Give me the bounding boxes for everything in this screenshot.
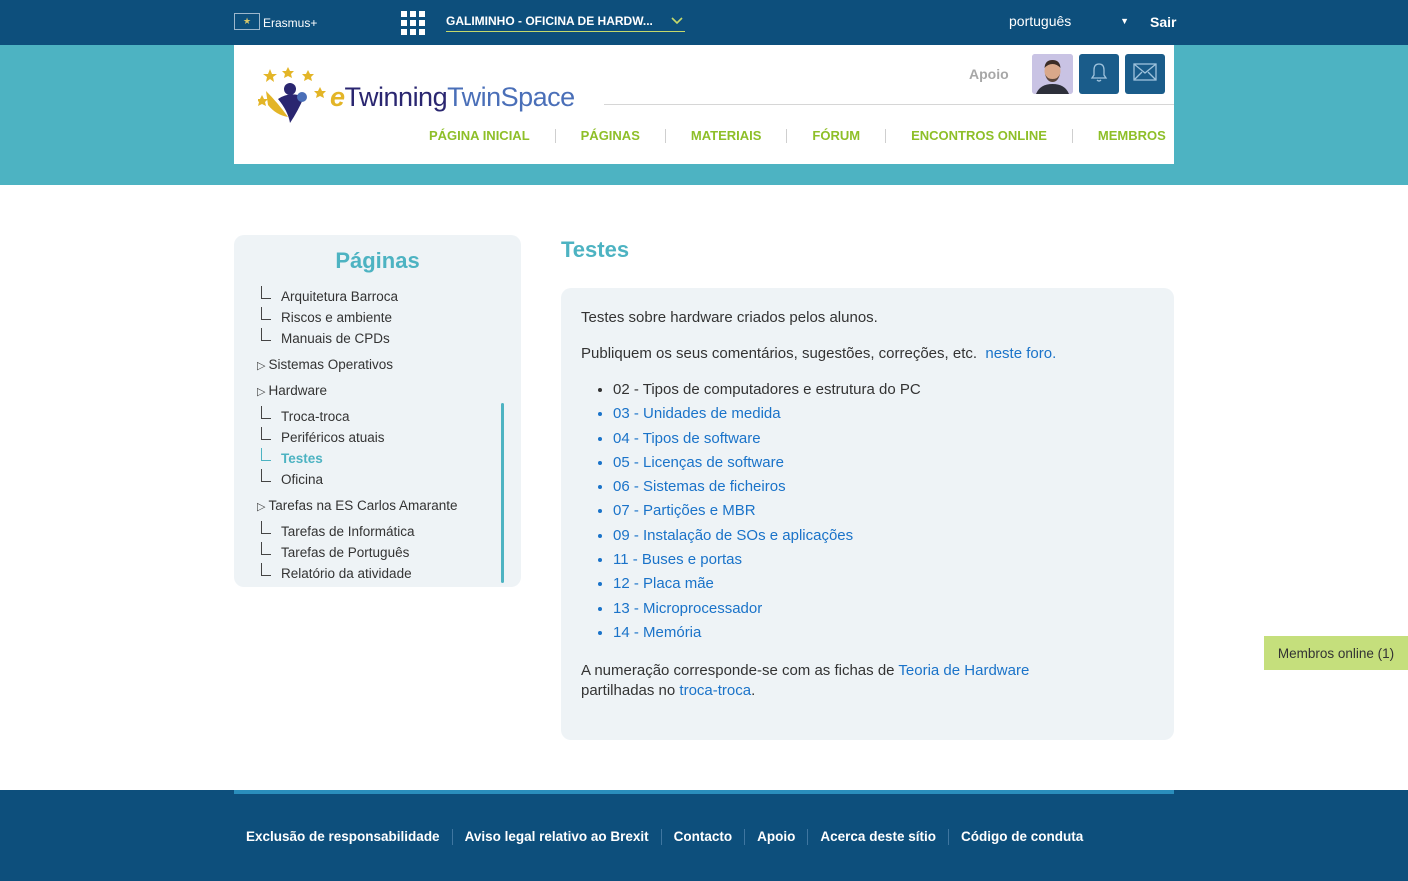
etwinning-mark-icon <box>258 67 328 127</box>
list-item[interactable]: • 06 - Sistemas de ficheiros <box>613 475 1154 499</box>
list-item: • 02 - Tipos de computadores e estrutura do PC <box>613 378 1154 402</box>
sidebar-item-arquitetura-barroca[interactable]: Arquitetura Barroca <box>281 289 399 304</box>
logo-twinning: Twinning <box>344 81 448 112</box>
sidebar-item-troca-troca[interactable]: Troca-troca <box>281 409 350 424</box>
footer-conduct-link[interactable]: Código de conduta <box>948 829 1095 845</box>
sidebar-title: Páginas <box>335 248 420 273</box>
sidebar-item-manuais-cpds[interactable]: Manuais de CPDs <box>281 331 390 346</box>
logo-twinspace: TwinSpace <box>447 81 575 112</box>
footer-accent-line <box>234 790 1174 794</box>
sidebar-item-tarefas-portugues[interactable]: Tarefas de Português <box>281 545 410 560</box>
footer-disclaimer-link[interactable]: Exclusão de responsabilidade <box>246 829 440 844</box>
footer-support-link[interactable]: Apoio <box>744 829 807 845</box>
sidebar-item-tarefas-informatica[interactable]: Tarefas de Informática <box>281 524 415 539</box>
etwinning-logo[interactable] <box>258 67 575 127</box>
top-bar <box>0 0 1408 45</box>
nav-online-meetings[interactable]: ENCONTROS ONLINE <box>885 129 1072 143</box>
troca-troca-link[interactable]: troca-troca <box>679 682 752 700</box>
content-panel <box>561 288 1174 740</box>
list-item[interactable]: • 13 - Microprocessador <box>613 597 1154 621</box>
footer <box>0 790 1408 881</box>
nav-members[interactable]: MEMBROS <box>1072 129 1166 143</box>
list-item[interactable]: • 11 - Buses e portas <box>613 548 1154 572</box>
list-item[interactable]: • 09 - Instalação de SOs e aplicações <box>613 524 1154 548</box>
list-item[interactable]: • 12 - Placa mãe <box>613 572 1154 596</box>
envelope-icon <box>1133 62 1157 87</box>
caret-down-icon: ▼ <box>1120 16 1129 26</box>
sidebar-item-label: Sistemas Operativos <box>268 357 394 372</box>
support-link[interactable]: Apoio <box>969 66 1009 82</box>
sidebar-item-relatorio[interactable]: Relatório da atividade <box>281 566 412 581</box>
tests-list <box>613 378 1154 645</box>
erasmus-logo[interactable] <box>234 13 317 30</box>
sidebar-scrollbar[interactable] <box>501 403 504 583</box>
list-item[interactable]: • 07 - Partições e MBR <box>613 499 1154 523</box>
list-item[interactable]: • 04 - Tipos de software <box>613 427 1154 451</box>
sidebar-item-label: Tarefas na ES Carlos Amarante <box>268 498 458 513</box>
nav-forum[interactable]: FÓRUM <box>786 129 885 143</box>
triangle-right-icon: ▷ <box>257 360 266 372</box>
sidebar-item-tarefas-es[interactable] <box>257 498 458 513</box>
header-divider <box>604 104 1174 105</box>
notifications-button[interactable] <box>1079 54 1119 94</box>
sidebar-item-riscos-ambiente[interactable]: Riscos e ambiente <box>281 310 393 325</box>
language-selector[interactable] <box>1009 13 1129 29</box>
footer-about-link[interactable]: Acerca deste sítio <box>807 829 948 845</box>
project-name: GALIMINHO - OFICINA DE HARDW... <box>446 14 653 28</box>
footer-brexit-link[interactable]: Aviso legal relativo ao Brexit <box>452 829 661 845</box>
footer-links <box>234 829 1095 845</box>
apps-grid-icon[interactable] <box>401 11 425 35</box>
chevron-down-icon <box>671 14 683 28</box>
user-avatar[interactable] <box>1032 54 1073 94</box>
header <box>234 45 1174 164</box>
nav-pages[interactable]: PÁGINAS <box>555 129 665 143</box>
page-title: Testes <box>561 237 630 262</box>
sidebar-item-oficina[interactable]: Oficina <box>281 472 324 487</box>
note-end: . <box>751 682 756 700</box>
nav-home[interactable]: PÁGINA INICIAL <box>429 128 530 143</box>
sidebar-item-testes[interactable]: Testes <box>281 451 323 466</box>
forum-link[interactable]: neste foro. <box>985 345 1057 362</box>
erasmus-label: Erasmus+ <box>263 16 318 30</box>
logout-link[interactable]: Sair <box>1150 14 1177 30</box>
list-item[interactable]: • 05 - Licenças de software <box>613 451 1154 475</box>
footer-contact-link[interactable]: Contacto <box>661 829 745 845</box>
triangle-right-icon: ▷ <box>257 501 266 513</box>
theory-link[interactable]: Teoria de Hardware <box>898 662 1030 680</box>
messages-button[interactable] <box>1125 54 1165 94</box>
bell-icon <box>1088 61 1110 88</box>
nav-materials[interactable]: MATERIAIS <box>665 129 787 143</box>
note-text-2: partilhadas no <box>581 682 676 700</box>
pages-sidebar <box>234 235 521 587</box>
list-item[interactable]: • 14 - Memória <box>613 621 1154 645</box>
project-selector[interactable] <box>446 11 685 32</box>
triangle-right-icon: ▷ <box>257 386 266 398</box>
intro-text: Testes sobre hardware criados pelos alunos. <box>581 309 878 326</box>
sidebar-item-perifericos[interactable]: Periféricos atuais <box>281 430 385 445</box>
language-label: português <box>1009 13 1072 29</box>
sidebar-item-sistemas-operativos[interactable] <box>257 357 393 372</box>
sidebar-item-hardware[interactable] <box>257 383 327 398</box>
note-text: A numeração corresponde-se com as fichas de <box>581 662 895 680</box>
eu-flag-icon: ★ <box>234 13 260 30</box>
main-nav <box>404 129 1166 143</box>
comments-text: Publiquem os seus comentários, sugestões, correções, etc. <box>581 345 978 362</box>
online-members-tab[interactable]: Membros online (1) <box>1264 636 1408 670</box>
note-paragraph <box>581 661 1154 701</box>
list-item[interactable]: • 03 - Unidades de medida <box>613 402 1154 426</box>
comments-paragraph <box>581 344 1154 364</box>
logo-e: e <box>330 81 345 112</box>
sidebar-item-label: Hardware <box>268 383 327 398</box>
